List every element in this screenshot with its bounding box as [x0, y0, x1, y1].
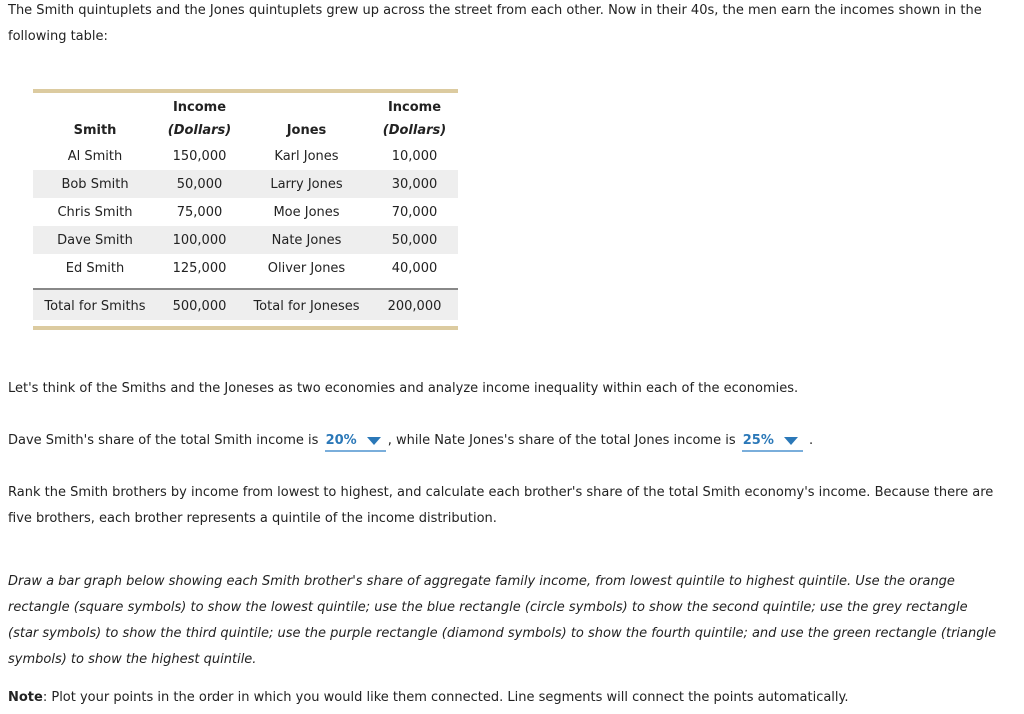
chevron-down-icon: [784, 437, 798, 445]
rank-text: Rank the Smith brothers by income from lowest to highest, and calculate each brother's share of the total Smith economy's income. Because there are five brothers, each brother represents a quintile of the income distribution.: [8, 485, 994, 526]
jones-income: 50,000: [371, 226, 458, 254]
smith-name: Al Smith: [67, 148, 123, 164]
header-blank: [33, 93, 157, 119]
jones-name: Oliver Jones: [267, 260, 346, 276]
smith-income: 125,000: [172, 260, 227, 276]
income-table-grid: [33, 93, 458, 320]
smith-income: 75,000: [176, 204, 223, 220]
jones-name: Moe Jones: [273, 204, 340, 220]
smith-name: Chris Smith: [57, 204, 133, 220]
note-body: : Plot your points in the order in which you would like them connected. Line segments will connect the points automatically.: [42, 690, 849, 705]
header-smith-income-top: Income: [172, 100, 227, 115]
jones-income: 10,000: [391, 148, 438, 164]
smith-name: Bob Smith: [33, 170, 157, 198]
smith-share-value: 20%: [325, 433, 357, 448]
jones-name: Karl Jones: [274, 148, 339, 164]
share-text-middle: , while Nate Jones's share of the total Jones income is: [387, 433, 736, 448]
share-text-end: .: [809, 433, 814, 448]
smith-income: 100,000: [157, 226, 242, 254]
jones-total-value: 200,000: [371, 289, 458, 320]
table-row: [33, 142, 458, 170]
table-row: [33, 198, 458, 226]
jones-name: Nate Jones: [242, 226, 371, 254]
smith-name: Ed Smith: [65, 260, 125, 276]
intro-text: The Smith quintuplets and the Jones quintuplets grew up across the street from each other. Now in their 40s, the men earn the incomes shown in the following table:: [8, 3, 982, 44]
note-label: Note: [8, 690, 43, 705]
table-bottom-rule: [33, 326, 458, 330]
header-smith: Smith: [73, 123, 117, 138]
table-row: [33, 226, 458, 254]
header-blank: [242, 93, 371, 119]
table-row: [33, 170, 458, 198]
jones-total-label: Total for Joneses: [242, 289, 371, 320]
smith-share-dropdown[interactable]: [325, 432, 386, 452]
jones-income: 40,000: [391, 260, 438, 276]
smith-total-value: 500,000: [157, 289, 242, 320]
smith-name: Dave Smith: [33, 226, 157, 254]
share-question: [8, 428, 813, 454]
header-jones-income-top: Income: [387, 100, 442, 115]
table-row: [33, 254, 458, 282]
draw-instructions: Draw a bar graph below showing each Smith brother's share of aggregate family income, from lowest quintile to highest quintile. Use the orange rectangle (square symbols) to show the lowest quintile; use the blue rectangle (circle symbols) to show the second quintile; use the grey rectangle (star symbols) to show the third quintile; use the purple rectangle (diamond symbols) to show the fourth quintile; and use the green rectangle (triangle symbols) to show the highest quintile.: [8, 574, 997, 667]
smith-total-label: Total for Smiths: [33, 289, 157, 320]
jones-share-dropdown[interactable]: [742, 432, 803, 452]
jones-income: 30,000: [371, 170, 458, 198]
smith-income: 150,000: [172, 148, 227, 164]
jones-name: Larry Jones: [242, 170, 371, 198]
note-text: [8, 685, 849, 711]
header-smith-income-unit: (Dollars): [167, 123, 232, 138]
think-text: Let's think of the Smiths and the Joneses as two economies and analyze income inequality within each of the economies.: [8, 381, 799, 396]
header-jones-income-unit: (Dollars): [382, 123, 447, 138]
jones-income: 70,000: [391, 204, 438, 220]
income-table: [33, 89, 458, 330]
jones-share-value: 25%: [742, 433, 774, 448]
header-jones: Jones: [286, 123, 327, 138]
share-text-before: Dave Smith's share of the total Smith income is: [8, 433, 319, 448]
smith-income: 50,000: [157, 170, 242, 198]
totals-row: [33, 289, 458, 320]
chevron-down-icon: [367, 437, 381, 445]
